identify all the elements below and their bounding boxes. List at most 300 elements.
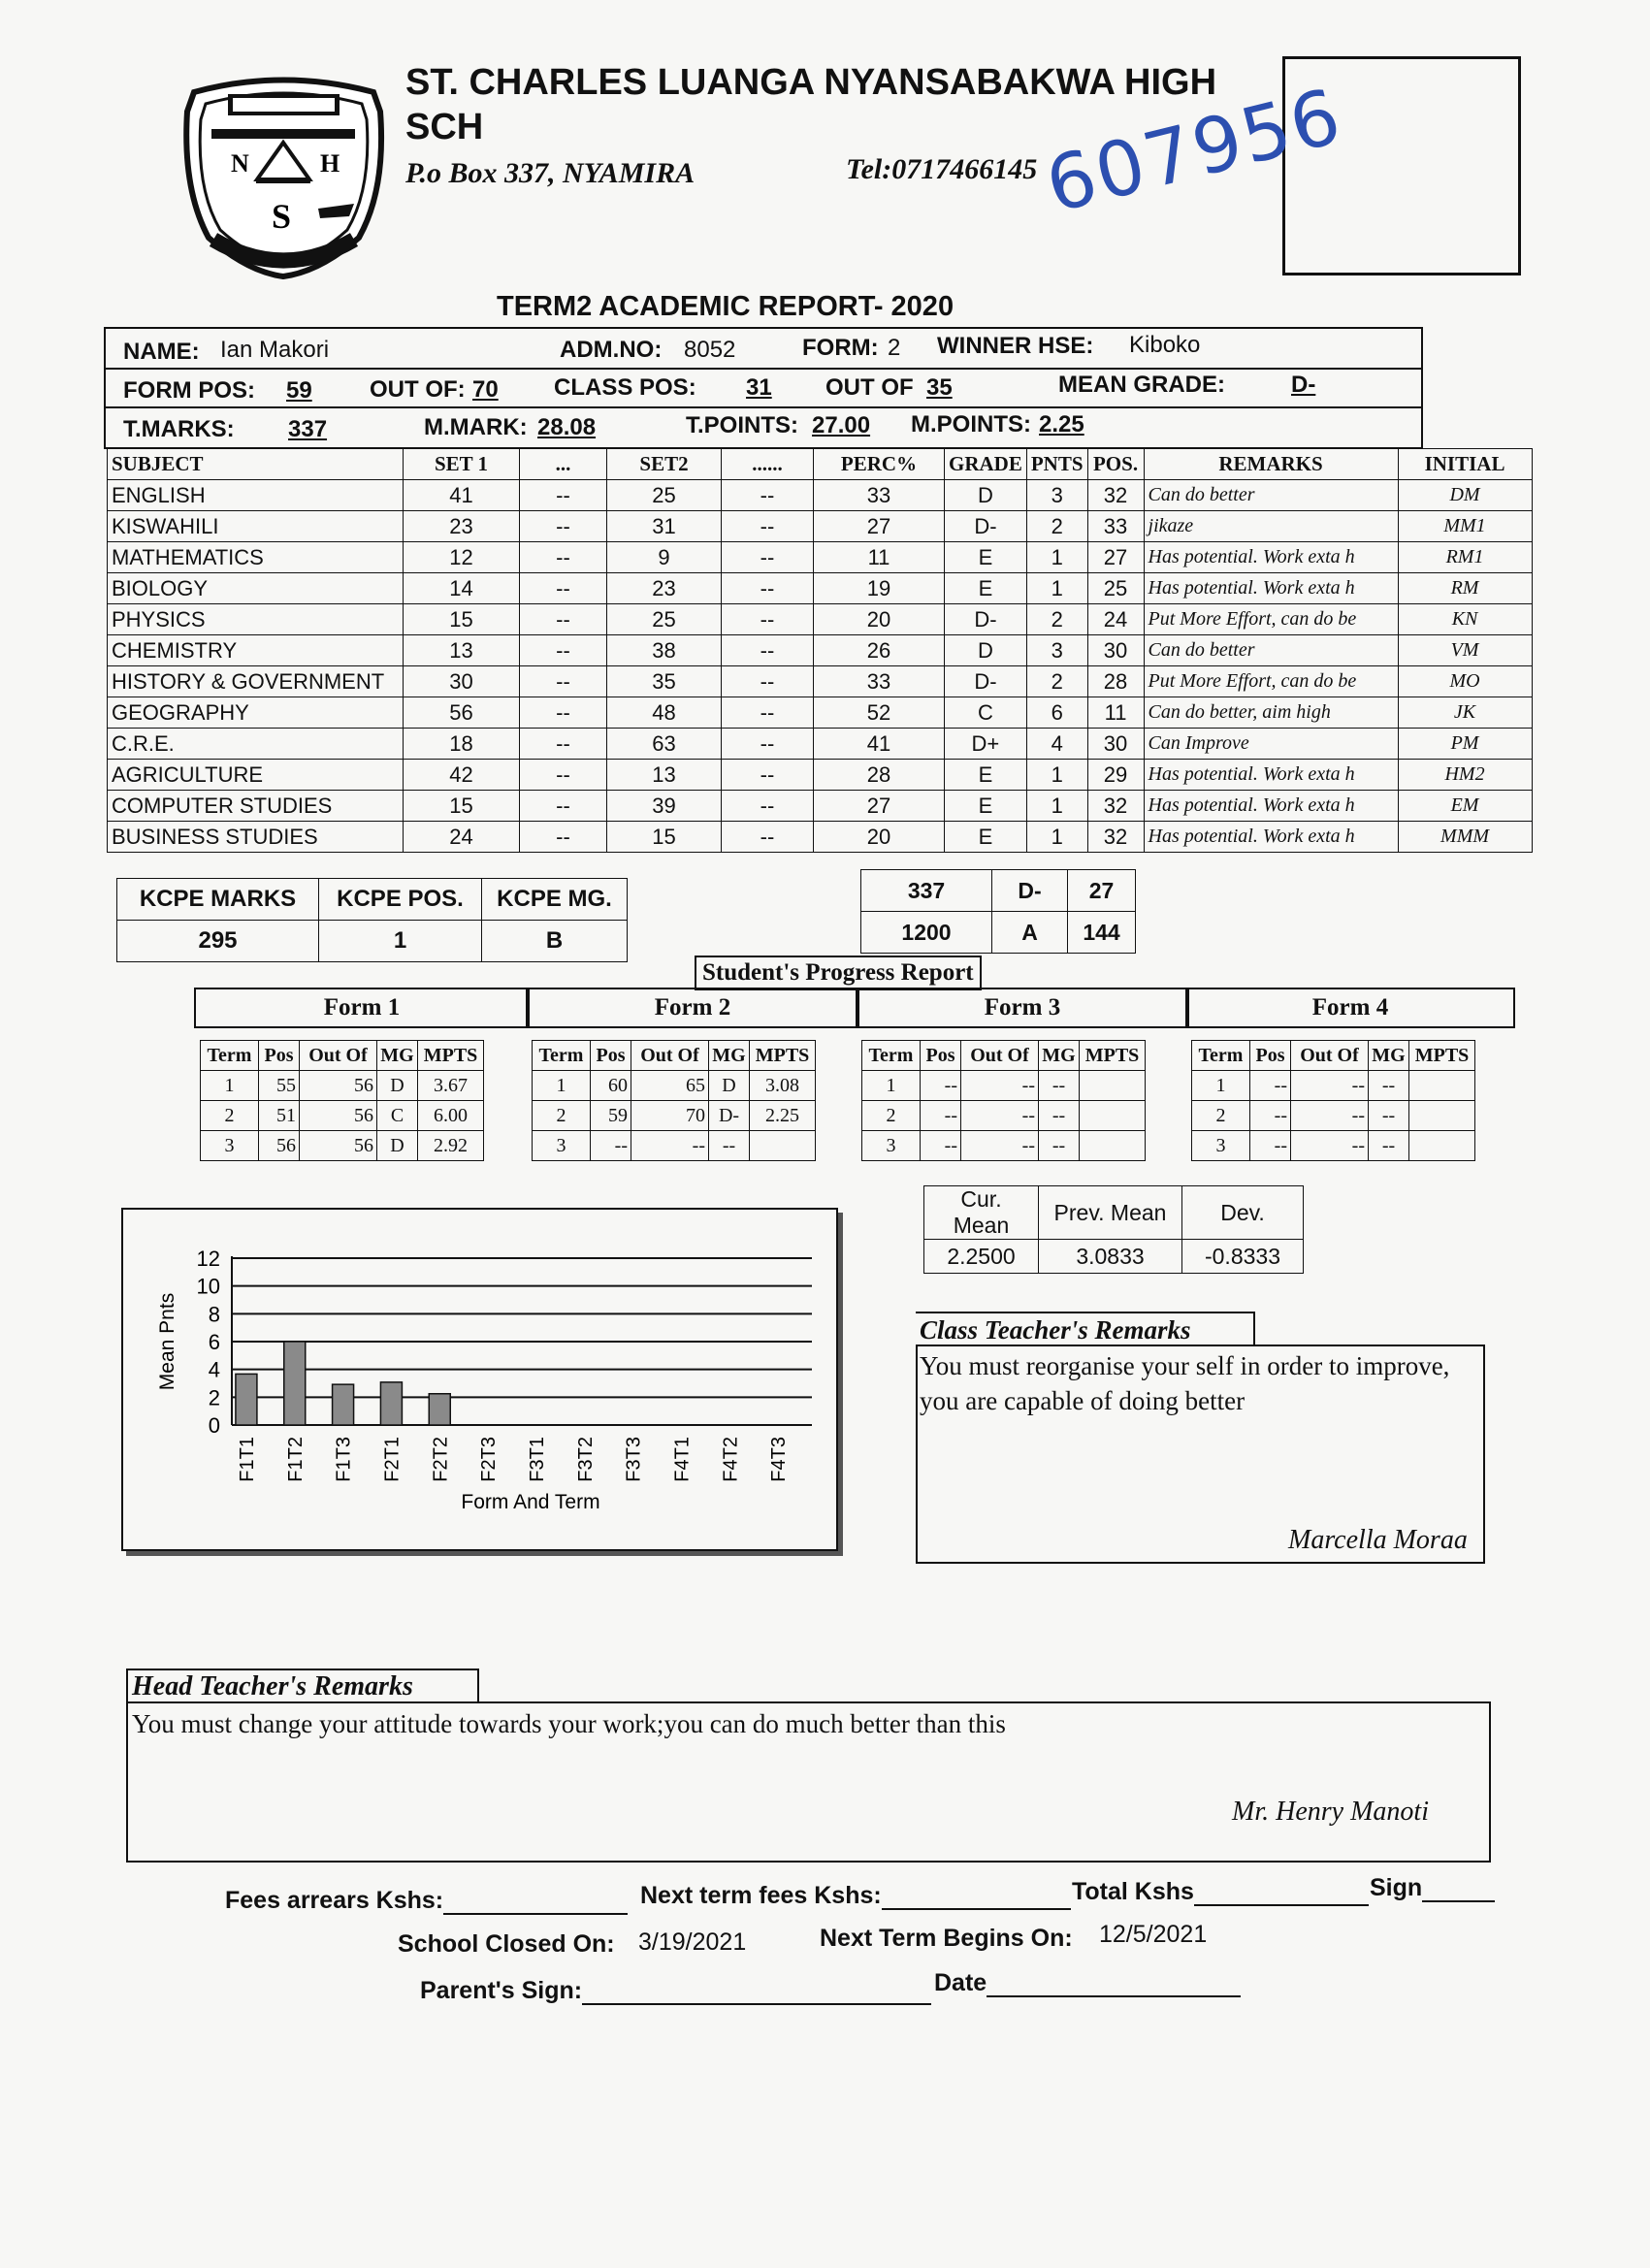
- subject-cell: --: [520, 760, 607, 791]
- fees-arrears-line: [225, 1887, 628, 1915]
- totals-cell: 1200: [861, 912, 992, 954]
- progress-col-header: MG: [1039, 1041, 1080, 1071]
- total-label: Total Kshs: [1072, 1878, 1194, 1905]
- chart-y-tick-label: 8: [208, 1302, 220, 1327]
- mean-header: Dev.: [1182, 1186, 1304, 1240]
- next-fees-line: [640, 1882, 1071, 1910]
- progress-cell: --: [921, 1131, 961, 1161]
- progress-cell: D-: [709, 1101, 750, 1131]
- totals-row: [861, 912, 1136, 954]
- subject-cell: --: [520, 604, 607, 635]
- subject-cell: 3: [1026, 635, 1087, 666]
- progress-table: [200, 1040, 484, 1161]
- subject-cell: 41: [814, 729, 945, 760]
- subject-cell: 14: [404, 573, 520, 604]
- subject-cell: 30: [1087, 729, 1144, 760]
- subject-cell: E: [945, 542, 1027, 573]
- subject-cell: 2: [1026, 511, 1087, 542]
- mmark: 28.08: [537, 414, 597, 440]
- kcpe-header: KCPE POS.: [319, 879, 482, 921]
- form-number: 2: [888, 335, 901, 361]
- progress-col-header: Out Of: [961, 1041, 1039, 1071]
- school-crest-logo: [175, 73, 393, 281]
- subject-cell: 1: [1026, 542, 1087, 573]
- chart-x-tick-label: F1T3: [333, 1437, 355, 1482]
- progress-cell: --: [1250, 1101, 1291, 1131]
- subject-cell: 1: [1026, 822, 1087, 853]
- progress-row: [201, 1101, 484, 1131]
- subject-cell: E: [945, 791, 1027, 822]
- progress-cell: --: [1291, 1101, 1369, 1131]
- chart-x-tick-label: F4T3: [768, 1437, 791, 1482]
- chart-svg: [123, 1210, 836, 1549]
- progress-row: [1192, 1101, 1475, 1131]
- subject-row: [108, 511, 1533, 542]
- subject-cell: 11: [814, 542, 945, 573]
- progress-cell: C: [377, 1101, 418, 1131]
- handwritten-number: 607956: [1038, 73, 1351, 231]
- form-pos: 59: [286, 377, 312, 404]
- mpoints: 2.25: [1039, 411, 1084, 437]
- teacher-initial: MO: [1398, 666, 1532, 697]
- progress-col-header: MG: [377, 1041, 418, 1071]
- progress-cell: 1: [533, 1071, 591, 1101]
- progress-cell: --: [1039, 1101, 1080, 1131]
- progress-cell: --: [1369, 1071, 1409, 1101]
- subject-row: [108, 635, 1533, 666]
- subject-cell: 4: [1026, 729, 1087, 760]
- form-label: FORM:: [802, 335, 879, 361]
- chart-x-tick-label: F3T2: [574, 1437, 597, 1482]
- date-label: Date: [934, 1969, 987, 1996]
- progress-col-header: Out Of: [631, 1041, 709, 1071]
- subject-col-header: ...: [520, 449, 607, 480]
- subject-cell: 38: [607, 635, 722, 666]
- mean-header: Cur. Mean: [924, 1186, 1039, 1240]
- form-pos-label: FORM POS:: [123, 377, 255, 404]
- subject-cell: 18: [404, 729, 520, 760]
- kcpe-header: KCPE MARKS: [117, 879, 319, 921]
- subject-row: [108, 729, 1533, 760]
- progress-cell: 3: [533, 1131, 591, 1161]
- progress-cell: 56: [259, 1131, 300, 1161]
- progress-report-title: Student's Progress Report: [695, 956, 982, 990]
- progress-row: [201, 1071, 484, 1101]
- progress-table: [1191, 1040, 1475, 1161]
- subject-cell: --: [520, 573, 607, 604]
- class-teacher-signature: Marcella Moraa: [1288, 1525, 1468, 1555]
- subject-remark: Put More Effort, can do be: [1144, 666, 1398, 697]
- progress-cell: 2: [201, 1101, 259, 1131]
- progress-cell: 59: [591, 1101, 631, 1131]
- subject-remark: Put More Effort, can do be: [1144, 604, 1398, 635]
- subject-cell: 24: [404, 822, 520, 853]
- subject-cell: 11: [1087, 697, 1144, 729]
- subject-col-header: POS.: [1087, 449, 1144, 480]
- progress-cell: --: [1369, 1101, 1409, 1131]
- progress-col-header: Pos: [921, 1041, 961, 1071]
- teacher-initial: MM1: [1398, 511, 1532, 542]
- subject-col-header: SUBJECT: [108, 449, 404, 480]
- subject-cell: D: [945, 635, 1027, 666]
- progress-row: [533, 1071, 816, 1101]
- progress-col-header: MPTS: [1409, 1041, 1475, 1071]
- subject-remark: Has potential. Work exta h: [1144, 760, 1398, 791]
- chart-bar: [236, 1374, 257, 1425]
- progress-col-header: Pos: [1250, 1041, 1291, 1071]
- progress-col-header: Term: [201, 1041, 259, 1071]
- chart-x-tick-label: F3T3: [623, 1437, 645, 1482]
- progress-col-header: Out Of: [300, 1041, 377, 1071]
- subject-cell: 15: [404, 604, 520, 635]
- next-fees-label: Next term fees Kshs:: [640, 1882, 882, 1909]
- progress-cell: 3.08: [750, 1071, 816, 1101]
- head-teacher-label: Head Teacher's Remarks: [126, 1669, 479, 1703]
- subject-cell: 41: [404, 480, 520, 511]
- teacher-initial: KN: [1398, 604, 1532, 635]
- progress-cell: 2.92: [418, 1131, 484, 1161]
- subject-cell: 9: [607, 542, 722, 573]
- subject-remark: Can do better: [1144, 480, 1398, 511]
- subject-name: MATHEMATICS: [108, 542, 404, 573]
- subject-name: HISTORY & GOVERNMENT: [108, 666, 404, 697]
- progress-cell: 1: [1192, 1071, 1250, 1101]
- subject-name: COMPUTER STUDIES: [108, 791, 404, 822]
- progress-cell: 70: [631, 1101, 709, 1131]
- kcpe-mg: B: [482, 921, 628, 962]
- subject-cell: 31: [607, 511, 722, 542]
- progress-cell: 6.00: [418, 1101, 484, 1131]
- subject-cell: 63: [607, 729, 722, 760]
- subject-cell: 56: [404, 697, 520, 729]
- date-blank: [987, 1972, 1241, 1997]
- subject-cell: 27: [814, 791, 945, 822]
- tpoints: 27.00: [812, 412, 871, 438]
- subject-cell: 15: [404, 791, 520, 822]
- subject-name: AGRICULTURE: [108, 760, 404, 791]
- progress-form-header: Form 2: [526, 988, 859, 1028]
- subject-cell: C: [945, 697, 1027, 729]
- progress-cell: 2: [862, 1101, 921, 1131]
- subject-cell: 28: [814, 760, 945, 791]
- subject-cell: 20: [814, 822, 945, 853]
- progress-cell: 2: [533, 1101, 591, 1131]
- previous-mean: 3.0833: [1039, 1240, 1182, 1274]
- progress-cell: --: [961, 1131, 1039, 1161]
- progress-cell: [750, 1131, 816, 1161]
- subject-remark: Has potential. Work exta h: [1144, 542, 1398, 573]
- subject-cell: 20: [814, 604, 945, 635]
- subject-col-header: REMARKS: [1144, 449, 1398, 480]
- progress-row: [1192, 1071, 1475, 1101]
- name-label: NAME:: [123, 339, 200, 365]
- progress-col-header: Pos: [259, 1041, 300, 1071]
- progress-cell: D: [709, 1071, 750, 1101]
- teacher-initial: PM: [1398, 729, 1532, 760]
- date-line: [934, 1969, 1241, 1997]
- chart-x-tick-label: F2T2: [430, 1437, 452, 1482]
- subject-cell: D: [945, 480, 1027, 511]
- subject-cell: 12: [404, 542, 520, 573]
- totals-cell: D-: [992, 870, 1068, 912]
- subject-col-header: GRADE: [945, 449, 1027, 480]
- subjects-table: [107, 448, 1533, 853]
- totals-cell: 144: [1068, 912, 1136, 954]
- svg-text:S: S: [272, 197, 292, 236]
- chart-x-tick-label: F4T1: [671, 1437, 694, 1482]
- subject-name: ENGLISH: [108, 480, 404, 511]
- subject-name: BUSINESS STUDIES: [108, 822, 404, 853]
- progress-table: [861, 1040, 1146, 1161]
- progress-col-header: MPTS: [418, 1041, 484, 1071]
- class-teacher-label: Class Teacher's Remarks: [916, 1312, 1255, 1346]
- subject-cell: 25: [607, 604, 722, 635]
- subject-name: CHEMISTRY: [108, 635, 404, 666]
- subject-row: [108, 666, 1533, 697]
- progress-cell: --: [1039, 1071, 1080, 1101]
- progress-cell: --: [1039, 1131, 1080, 1161]
- subject-remark: Has potential. Work exta h: [1144, 791, 1398, 822]
- subject-cell: --: [722, 666, 814, 697]
- subject-cell: 1: [1026, 573, 1087, 604]
- chart-y-tick-label: 0: [208, 1413, 220, 1438]
- svg-text:H: H: [320, 149, 340, 178]
- kcpe-pos: 1: [319, 921, 482, 962]
- progress-cell: [1409, 1131, 1475, 1161]
- progress-cell: --: [1369, 1131, 1409, 1161]
- subject-cell: 2: [1026, 604, 1087, 635]
- next-fees-blank: [882, 1885, 1071, 1910]
- class-out-label: OUT OF: [825, 374, 914, 401]
- sign-label: Sign: [1370, 1874, 1423, 1901]
- subject-cell: --: [722, 822, 814, 853]
- progress-row: [862, 1101, 1146, 1131]
- subject-remark: jikaze: [1144, 511, 1398, 542]
- progress-col-header: MPTS: [1080, 1041, 1146, 1071]
- parent-sign-line: [420, 1977, 931, 2005]
- fees-arrears-blank: [443, 1890, 628, 1915]
- progress-col-header: Term: [533, 1041, 591, 1071]
- class-out: 35: [926, 374, 953, 401]
- subject-cell: --: [722, 760, 814, 791]
- subject-row: [108, 822, 1533, 853]
- progress-cell: 65: [631, 1071, 709, 1101]
- subject-cell: 32: [1087, 822, 1144, 853]
- subject-cell: 2: [1026, 666, 1087, 697]
- subject-cell: --: [520, 666, 607, 697]
- progress-cell: 3: [862, 1131, 921, 1161]
- subject-col-header: PERC%: [814, 449, 945, 480]
- mean-deviation: -0.8333: [1182, 1240, 1304, 1274]
- subject-cell: 42: [404, 760, 520, 791]
- teacher-initial: DM: [1398, 480, 1532, 511]
- progress-cell: --: [1291, 1071, 1369, 1101]
- chart-bar: [429, 1394, 450, 1425]
- subject-col-header: SET2: [607, 449, 722, 480]
- chart-y-tick-label: 10: [196, 1274, 220, 1299]
- subject-cell: 29: [1087, 760, 1144, 791]
- progress-cell: 56: [300, 1131, 377, 1161]
- report-title: TERM2 ACADEMIC REPORT- 2020: [497, 291, 954, 322]
- subject-cell: 1: [1026, 791, 1087, 822]
- subject-row: [108, 791, 1533, 822]
- subject-cell: 24: [1087, 604, 1144, 635]
- progress-cell: --: [631, 1131, 709, 1161]
- progress-cell: [1080, 1101, 1146, 1131]
- chart-x-tick-label: F1T1: [236, 1437, 258, 1482]
- subject-cell: 27: [814, 511, 945, 542]
- subject-cell: 26: [814, 635, 945, 666]
- progress-form-header: Form 4: [1185, 988, 1515, 1028]
- subject-cell: E: [945, 573, 1027, 604]
- teacher-initial: MMM: [1398, 822, 1532, 853]
- subject-cell: --: [722, 604, 814, 635]
- mpoints-label: M.POINTS:: [911, 411, 1031, 437]
- subject-cell: --: [722, 480, 814, 511]
- progress-cell: D: [377, 1131, 418, 1161]
- progress-col-header: MPTS: [750, 1041, 816, 1071]
- progress-row: [533, 1101, 816, 1131]
- progress-cell: 56: [300, 1071, 377, 1101]
- subject-cell: --: [722, 573, 814, 604]
- progress-cell: [1080, 1131, 1146, 1161]
- adm-number: 8052: [684, 337, 736, 363]
- subject-cell: 30: [1087, 635, 1144, 666]
- progress-row: [201, 1131, 484, 1161]
- class-teacher-remark: You must reorganise your self in order to improve, you are capable of doing better: [920, 1351, 1450, 1415]
- chart-x-tick-label: F4T2: [720, 1437, 742, 1482]
- student-name: Ian Makori: [220, 337, 330, 363]
- chart-y-tick-label: 6: [208, 1330, 220, 1354]
- progress-row: [1192, 1131, 1475, 1161]
- chart-y-tick-label: 2: [208, 1385, 220, 1410]
- teacher-initial: HM2: [1398, 760, 1532, 791]
- subject-cell: E: [945, 822, 1027, 853]
- sign-line: [1370, 1874, 1495, 1902]
- subject-cell: 23: [607, 573, 722, 604]
- tmarks-label: T.MARKS:: [123, 416, 235, 442]
- subject-cell: 6: [1026, 697, 1087, 729]
- subject-row: [108, 480, 1533, 511]
- adm-label: ADM.NO:: [560, 337, 663, 363]
- teacher-initial: JK: [1398, 697, 1532, 729]
- chart-x-tick-label: F3T1: [526, 1437, 548, 1482]
- school-name: ST. CHARLES LUANGA NYANSABAKWA HIGH SCH: [405, 62, 1217, 147]
- school-telephone: Tel:0717466145: [846, 153, 1038, 185]
- fees-arrears-label: Fees arrears Kshs:: [225, 1887, 444, 1914]
- subject-cell: 3: [1026, 480, 1087, 511]
- subject-cell: 48: [607, 697, 722, 729]
- teacher-initial: RM: [1398, 573, 1532, 604]
- subject-cell: 13: [607, 760, 722, 791]
- subject-cell: --: [722, 511, 814, 542]
- next-term-date: 12/5/2021: [1099, 1921, 1208, 1948]
- progress-row: [533, 1131, 816, 1161]
- progress-cell: [1409, 1071, 1475, 1101]
- subject-cell: 32: [1087, 480, 1144, 511]
- sign-blank: [1422, 1877, 1495, 1902]
- subject-row: [108, 760, 1533, 791]
- subject-remark: Can Improve: [1144, 729, 1398, 760]
- progress-col-header: Pos: [591, 1041, 631, 1071]
- mean-points-chart: [121, 1208, 838, 1551]
- progress-cell: 51: [259, 1101, 300, 1131]
- totals-cell: A: [992, 912, 1068, 954]
- subject-cell: --: [722, 729, 814, 760]
- progress-col-header: MG: [709, 1041, 750, 1071]
- progress-cell: 56: [300, 1101, 377, 1131]
- subject-col-header: SET 1: [404, 449, 520, 480]
- progress-col-header: Term: [862, 1041, 921, 1071]
- subject-row: [108, 697, 1533, 729]
- subject-cell: E: [945, 760, 1027, 791]
- kcpe-marks: 295: [117, 921, 319, 962]
- teacher-initial: VM: [1398, 635, 1532, 666]
- chart-y-tick-label: 4: [208, 1357, 220, 1382]
- totals-cell: 337: [861, 870, 992, 912]
- subject-remark: Has potential. Work exta h: [1144, 822, 1398, 853]
- progress-cell: 2: [1192, 1101, 1250, 1131]
- svg-text:N: N: [231, 149, 249, 178]
- parent-sign-blank: [582, 1980, 931, 2005]
- out-of-label: OUT OF:: [370, 376, 466, 403]
- progress-col-header: Term: [1192, 1041, 1250, 1071]
- subject-cell: 33: [1087, 511, 1144, 542]
- tpoints-label: T.POINTS:: [686, 412, 799, 438]
- subject-cell: 52: [814, 697, 945, 729]
- subject-name: KISWAHILI: [108, 511, 404, 542]
- subject-cell: --: [520, 729, 607, 760]
- subject-col-header: INITIAL: [1398, 449, 1532, 480]
- subject-cell: --: [722, 635, 814, 666]
- house-name: Kiboko: [1129, 332, 1201, 358]
- progress-cell: 3: [1192, 1131, 1250, 1161]
- progress-cell: 1: [201, 1071, 259, 1101]
- subject-remark: Has potential. Work exta h: [1144, 573, 1398, 604]
- subject-name: GEOGRAPHY: [108, 697, 404, 729]
- progress-cell: 55: [259, 1071, 300, 1101]
- progress-col-header: MG: [1369, 1041, 1409, 1071]
- out-of: 70: [472, 376, 499, 403]
- subject-name: BIOLOGY: [108, 573, 404, 604]
- subject-cell: --: [722, 542, 814, 573]
- totals-cell: 27: [1068, 870, 1136, 912]
- chart-x-tick-label: F2T3: [478, 1437, 501, 1482]
- mean-header: Prev. Mean: [1039, 1186, 1182, 1240]
- progress-row: [862, 1131, 1146, 1161]
- subject-cell: 1: [1026, 760, 1087, 791]
- school-closed-label: School Closed On:: [398, 1930, 615, 1958]
- house-label: WINNER HSE:: [937, 333, 1094, 359]
- chart-y-tick-label: 12: [196, 1247, 220, 1271]
- school-address: P.o Box 337, NYAMIRA: [405, 157, 696, 189]
- subject-cell: 32: [1087, 791, 1144, 822]
- subject-cell: --: [520, 542, 607, 573]
- subject-cell: --: [722, 697, 814, 729]
- chart-x-axis-label: Form And Term: [461, 1491, 600, 1513]
- subject-cell: 23: [404, 511, 520, 542]
- subject-cell: --: [722, 791, 814, 822]
- next-term-label: Next Term Begins On:: [820, 1925, 1073, 1952]
- subject-cell: D-: [945, 666, 1027, 697]
- progress-row: [862, 1071, 1146, 1101]
- progress-cell: --: [591, 1131, 631, 1161]
- subject-cell: 19: [814, 573, 945, 604]
- progress-cell: 3: [201, 1131, 259, 1161]
- mmark-label: M.MARK:: [424, 414, 528, 440]
- subject-cell: D-: [945, 511, 1027, 542]
- progress-cell: 3.67: [418, 1071, 484, 1101]
